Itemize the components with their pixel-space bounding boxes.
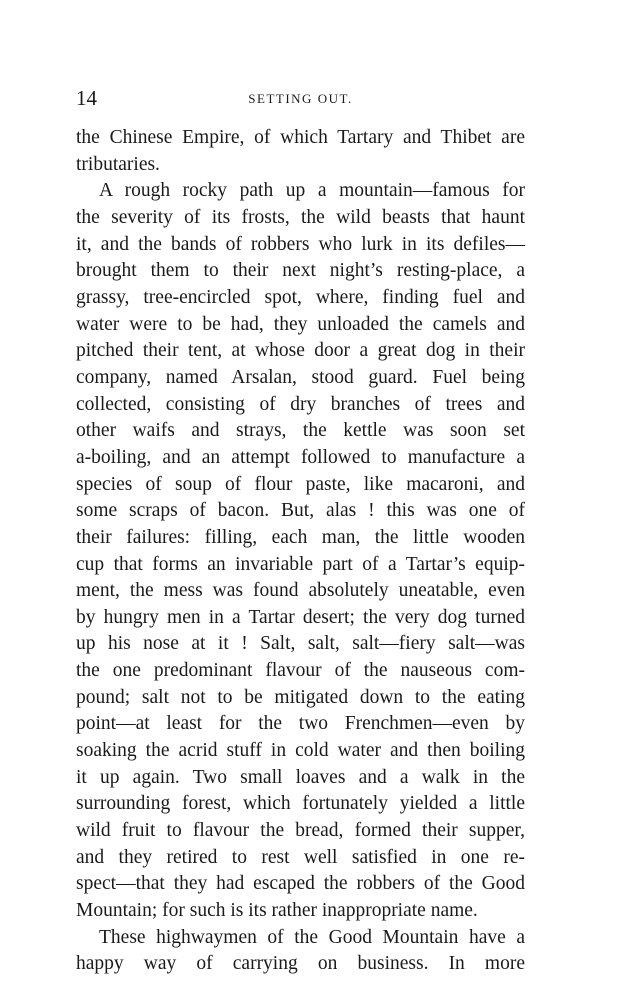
text-line: species of soup of flour paste, like macaroni, and — [76, 473, 525, 495]
text-line: grassy, tree-encircled spot, where, finding fuel and — [76, 286, 525, 308]
text-line: brought them to their next night’s resting-place, a — [76, 260, 525, 282]
text-line: soaking the acrid stuff in cold water and then boiling — [76, 740, 525, 762]
text-line: surrounding forest, which fortunately yielded a little — [76, 793, 525, 815]
text-line: pitched their tent, at whose door a great dog in their — [76, 340, 525, 362]
text-line: wild fruit to flavour the bread, formed their supper, — [76, 820, 525, 842]
body-text — [76, 125, 525, 978]
text-line: collected, consisting of dry branches of trees and — [76, 393, 525, 415]
text-line: up his nose at it ! Salt, salt, salt—fiery salt—was — [76, 633, 525, 655]
text-line: other waifs and strays, the kettle was soon set — [76, 420, 525, 442]
text-line: the severity of its frosts, the wild beasts that haunt — [76, 206, 525, 228]
text-line: a-boiling, and an attempt followed to manufacture a — [76, 446, 525, 468]
text-line: ment, the mess was found absolutely uneatable, even — [76, 580, 525, 602]
page-number: 14 — [76, 86, 97, 110]
running-header — [76, 84, 525, 112]
text-line: happy way of carrying on business. In more — [76, 953, 525, 975]
running-title: SETTING OUT. — [248, 91, 353, 106]
text-line: spect—that they had escaped the robbers of the Good — [76, 873, 525, 895]
text-line: it, and the bands of robbers who lurk in its defiles— — [76, 233, 525, 255]
text-line: point—at least for the two Frenchmen—even by — [76, 713, 525, 735]
text-line: tributaries. — [76, 153, 160, 175]
text-line: company, named Arsalan, stood guard. Fuel being — [76, 366, 525, 388]
text-line: some scraps of bacon. But, alas ! this was one of — [76, 500, 525, 522]
text-line: and they retired to rest well satisfied in one re- — [76, 846, 525, 868]
text-line: by hungry men in a Tartar desert; the very dog turned — [76, 606, 525, 628]
text-line: Mountain; for such is its rather inappropriate name. — [76, 900, 478, 922]
text-line: it up again. Two small loaves and a walk in the — [76, 766, 525, 788]
text-line: the one predominant flavour of the nauseous com- — [76, 660, 525, 682]
text-line: water were to be had, they unloaded the camels and — [76, 313, 525, 335]
text-line: cup that forms an invariable part of a Tartar’s equip- — [76, 553, 525, 575]
text-line: their failures: filling, each man, the little wooden — [76, 526, 525, 548]
text-line: A rough rocky path up a mountain—famous for — [99, 180, 525, 202]
text-line: pound; salt not to be mitigated down to the eating — [76, 686, 525, 708]
text-line: the Chinese Empire, of which Tartary and Thibet are — [76, 127, 525, 148]
text-line: These highwaymen of the Good Mountain have a — [99, 926, 525, 948]
